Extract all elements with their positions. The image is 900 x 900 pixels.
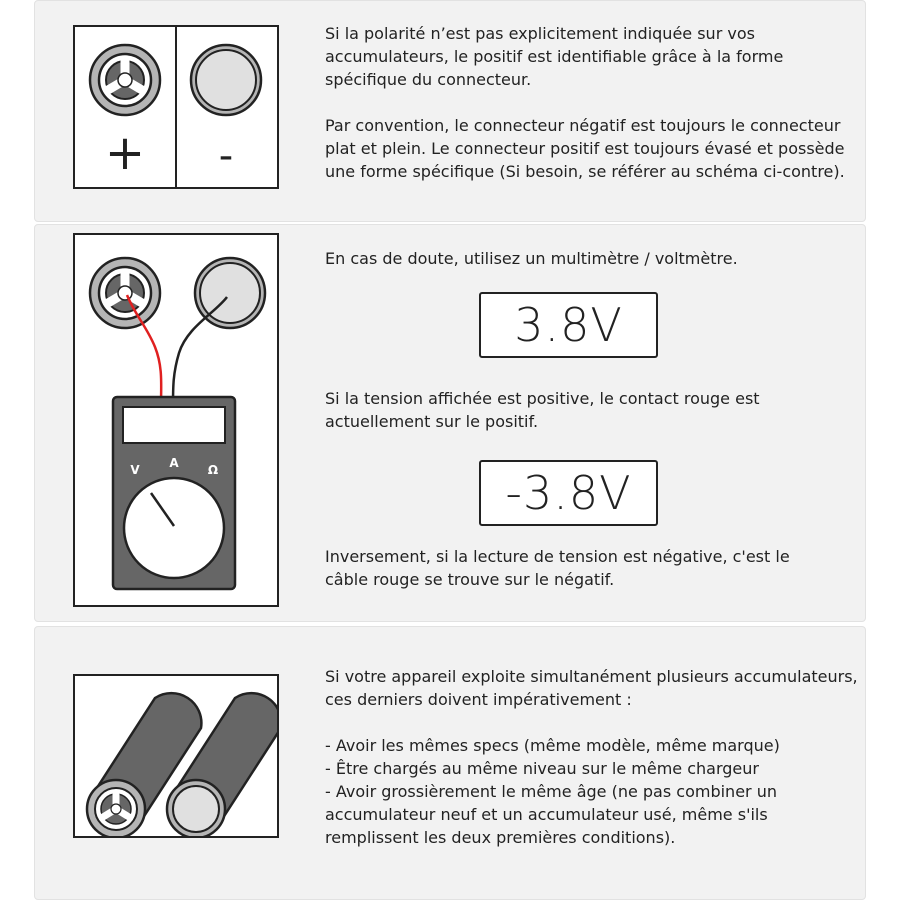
positive-connector-icon bbox=[90, 258, 160, 328]
multiple-batteries-panel bbox=[34, 626, 866, 900]
multimeter-diagram bbox=[73, 233, 279, 607]
rule-same-age: - Avoir grossièrement le même âge (ne pas combiner un accumulateur neuf et un accumulateur usé, même s'ils remplissent les deux premières conditions). bbox=[325, 782, 777, 847]
dial-label-ohm: Ω bbox=[207, 463, 219, 477]
multimeter-intro: En cas de doute, utilisez un multimètre / voltmètre. bbox=[325, 249, 738, 268]
rule-same-specs: - Avoir les mêmes specs (même modèle, même marque) bbox=[325, 736, 780, 755]
multimeter-panel bbox=[34, 224, 866, 622]
polarity-text bbox=[325, 22, 860, 183]
voltage-reading-negative: -3.8V bbox=[479, 460, 658, 526]
polarity-panel bbox=[34, 0, 866, 222]
plus-label: + bbox=[104, 125, 146, 181]
connector-diagram bbox=[73, 25, 279, 189]
selector-dial bbox=[124, 478, 224, 578]
voltage-reading-positive: 3.8V bbox=[479, 292, 658, 358]
minus-label: - bbox=[218, 133, 234, 179]
polarity-paragraph-2: Par convention, le connecteur négatif est toujours le connecteur plat et plein. Le connecteur positif est toujours évasé et possède une forme spécifique (Si besoin, se référer au schéma ci-contre). bbox=[325, 116, 845, 181]
dial-label-v: V bbox=[130, 463, 140, 477]
negative-connector-icon bbox=[191, 45, 261, 115]
multimeter-icon bbox=[113, 397, 235, 589]
rule-same-charge: - Être chargés au même niveau sur le même chargeur bbox=[325, 759, 759, 778]
batteries-intro: Si votre appareil exploite simultanément plusieurs accumulateurs, ces derniers doivent impérativement : bbox=[325, 667, 858, 709]
polarity-paragraph-1: Si la polarité n’est pas explicitement indiquée sur vos accumulateurs, le positif est identifiable grâce à la forme spécifique du connecteur. bbox=[325, 24, 784, 89]
batteries-text bbox=[325, 665, 860, 849]
dial-label-a: A bbox=[169, 456, 179, 470]
positive-explanation: Si la tension affichée est positive, le contact rouge est actuellement sur le positif. bbox=[325, 389, 760, 431]
positive-connector-icon bbox=[90, 45, 160, 115]
negative-explanation: Inversement, si la lecture de tension est négative, c'est le câble rouge se trouve sur le négatif. bbox=[325, 547, 790, 589]
batteries-diagram bbox=[73, 674, 279, 838]
